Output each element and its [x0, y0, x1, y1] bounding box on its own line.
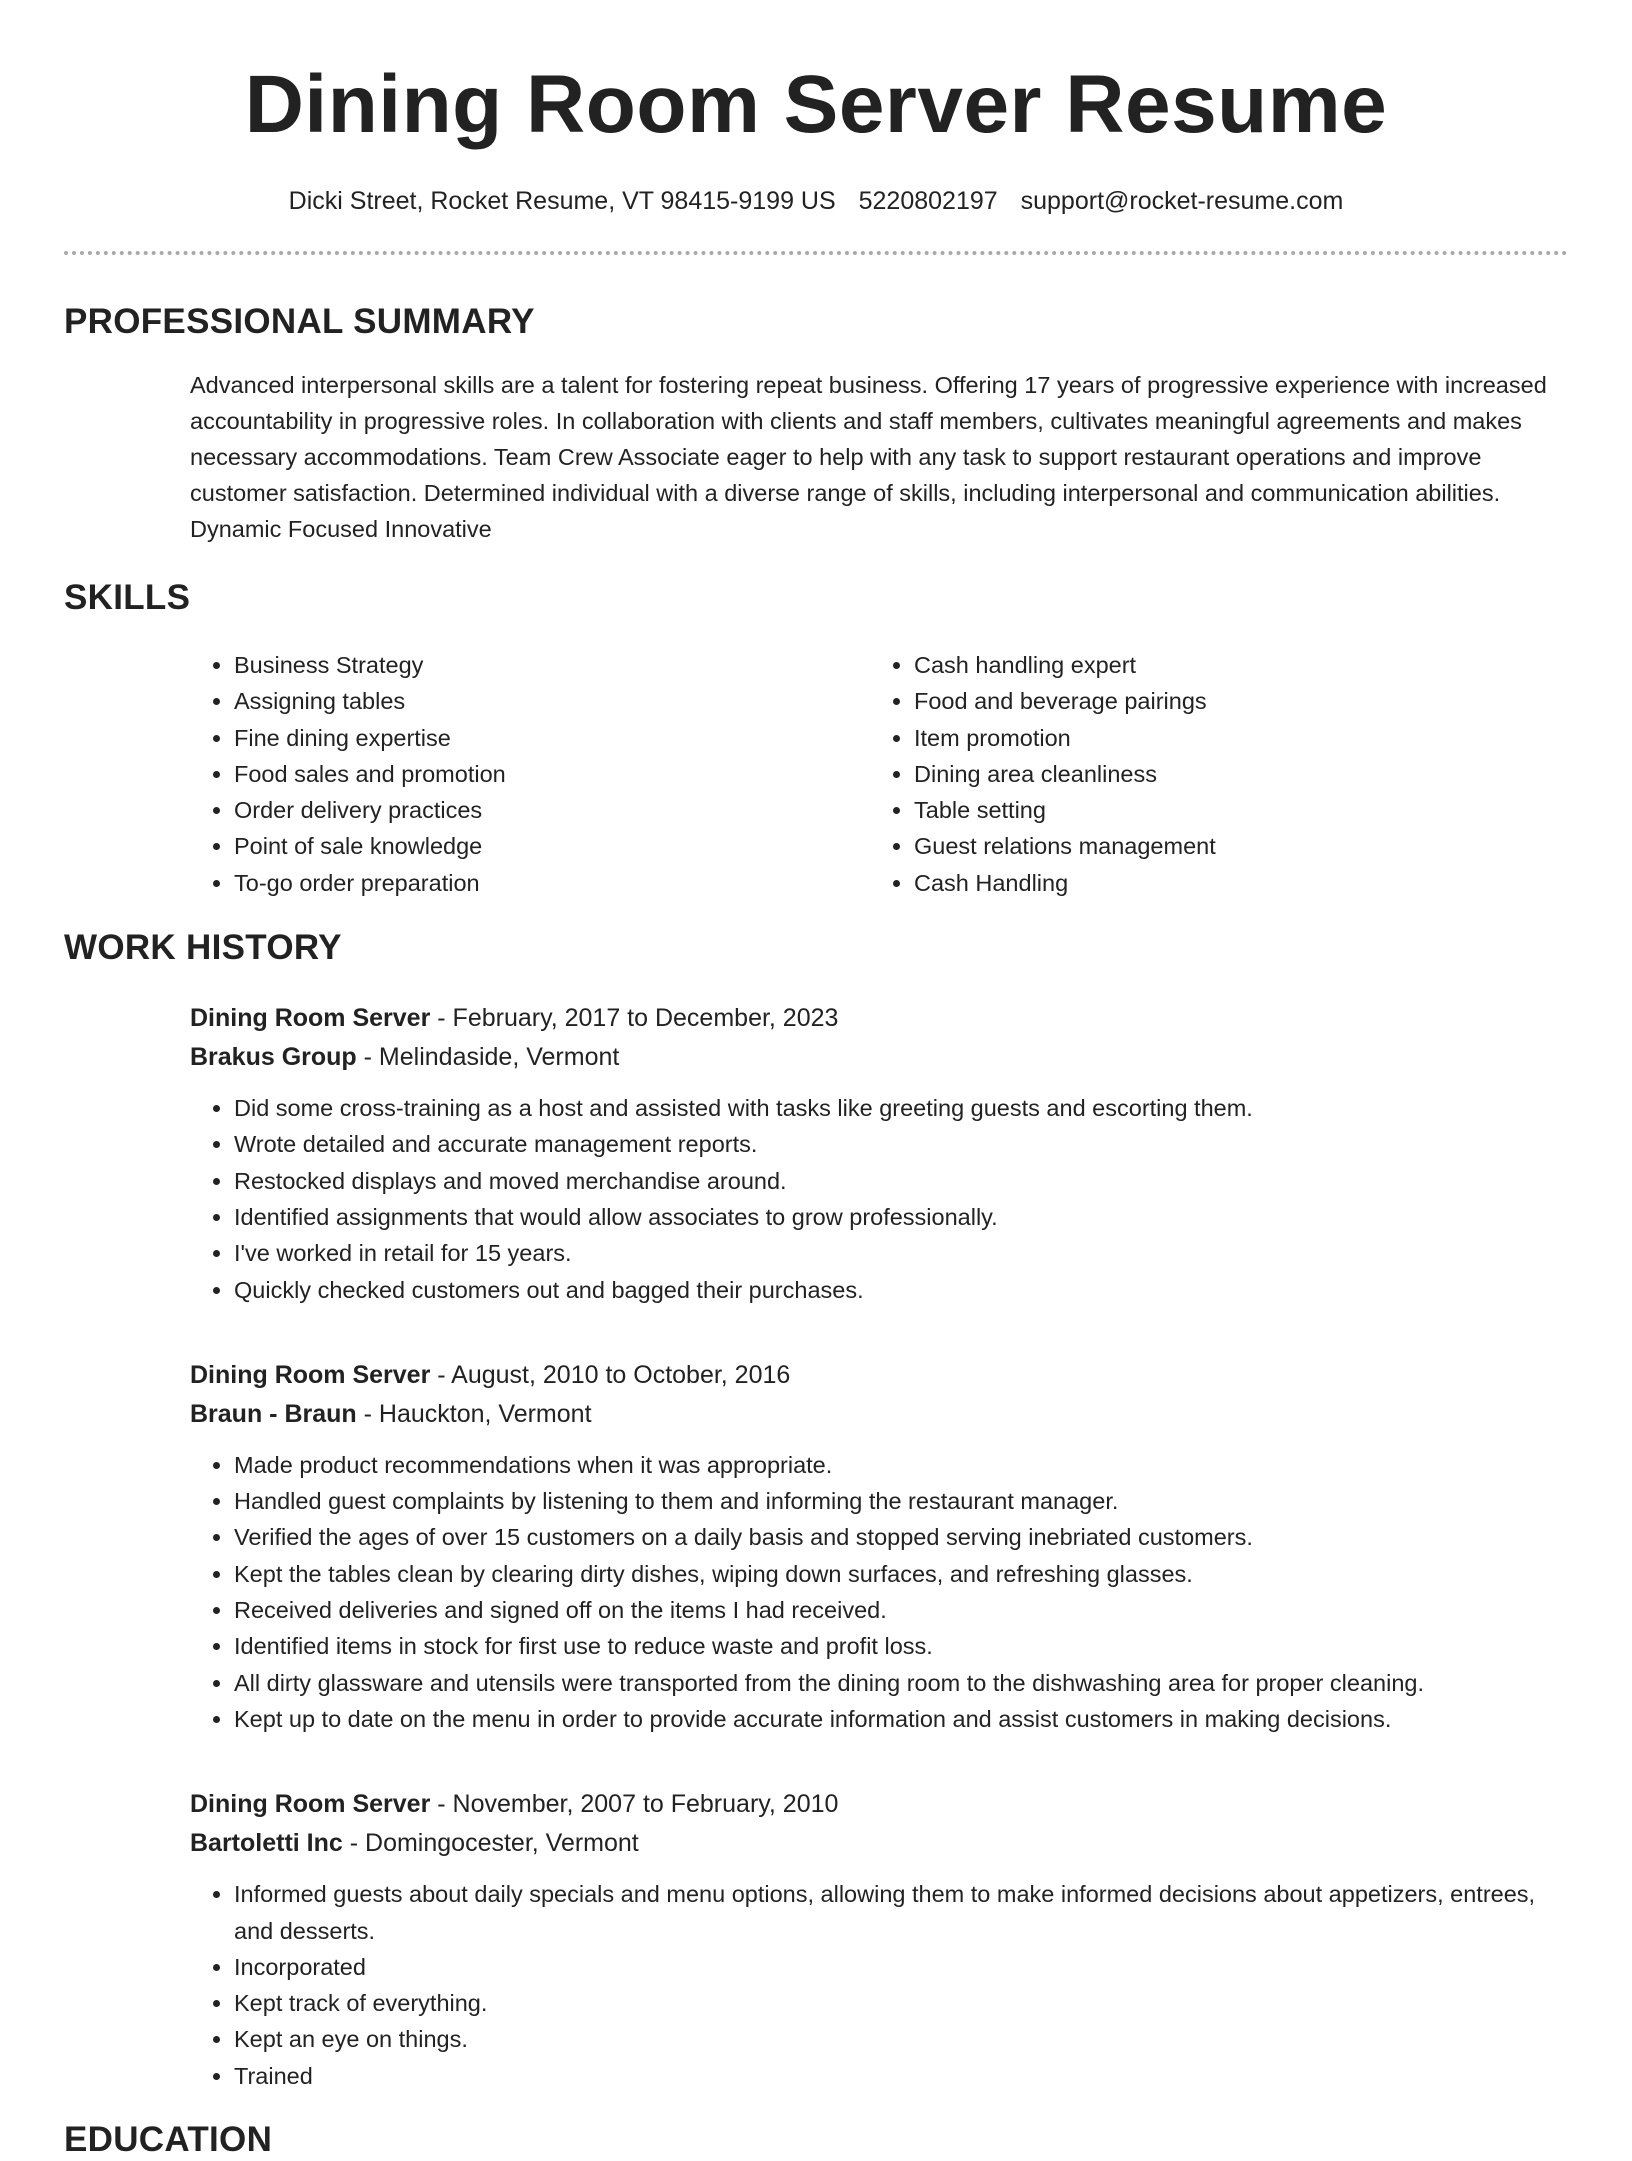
job-role: Dining Room Server: [190, 1790, 431, 1819]
contact-phone: 5220802197: [858, 187, 998, 215]
job-location: - Melindaside, Vermont: [356, 1043, 620, 1072]
job-role-line: [190, 1785, 1568, 1824]
job-dates: - November, 2007 to February, 2010: [430, 1790, 839, 1819]
job-duties: [190, 1447, 1568, 1737]
skill-item: • Dining area cleanliness: [914, 756, 1550, 792]
summary-heading: PROFESSIONAL SUMMARY: [64, 302, 535, 341]
duty-item: • Kept up to date on the menu in order to provide accurate information and assist customers in making decisions.: [234, 1701, 1568, 1737]
job-role-line: [190, 1356, 1568, 1395]
education-heading: EDUCATION: [64, 2120, 273, 2160]
job-duties: [190, 1876, 1568, 2094]
duty-item: • Identified assignments that would allow associates to grow professionally.: [234, 1199, 1568, 1235]
skills-list-right: [870, 647, 1550, 901]
duty-item: • All dirty glassware and utensils were transported from the dining room to the dishwashing area for proper cleaning.: [234, 1665, 1568, 1701]
contact-line: [64, 186, 1568, 216]
skill-item: • Point of sale knowledge: [234, 828, 870, 864]
duty-item: • Verified the ages of over 15 customers on a daily basis and stopped serving inebriated customers.: [234, 1519, 1568, 1555]
job-location: - Hauckton, Vermont: [356, 1399, 592, 1428]
skills-list-left: [190, 647, 870, 901]
job-company: Brakus Group: [190, 1043, 357, 1072]
job-dates: - August, 2010 to October, 2016: [430, 1360, 791, 1389]
duty-item: • Did some cross-training as a host and assisted with tasks like greeting guests and escorting them.: [234, 1090, 1568, 1126]
skill-item: • Order delivery practices: [234, 792, 870, 828]
skill-item: • Food and beverage pairings: [914, 683, 1550, 719]
duty-item: • Made product recommendations when it was appropriate.: [234, 1447, 1568, 1483]
job-role: Dining Room Server: [190, 1360, 431, 1389]
skill-item: • Fine dining expertise: [234, 720, 870, 756]
skill-item: • Item promotion: [914, 720, 1550, 756]
skill-item: • Table setting: [914, 792, 1550, 828]
summary-text: Advanced interpersonal skills are a talent for fostering repeat business. Offering 17 years of progressive experience with increased accountability in progressive roles. In collaboration with clients and staff members, cultivates meaningful agreements and makes necessary accommodations. Team Crew Associate eager to help with any task to support restaurant operations and improve customer satisfaction. Determined individual with a diverse range of skills, including interpersonal and communication abilities. Dynamic Focused Innovative: [190, 372, 1547, 542]
duty-item: • Restocked displays and moved merchandise around.: [234, 1163, 1568, 1199]
skill-item: • Business Strategy: [234, 647, 870, 683]
duty-item: • Informed guests about daily specials and menu options, allowing them to make informed decisions about appetizers, entrees, and desserts.: [234, 1876, 1568, 1949]
skill-item: • Guest relations management: [914, 828, 1550, 864]
skills-heading: SKILLS: [64, 578, 191, 617]
duty-item: • Incorporated: [234, 1949, 1568, 1985]
job-entry: [190, 999, 1568, 1308]
duty-item: • Quickly checked customers out and bagged their purchases.: [234, 1272, 1568, 1308]
summary-section: [64, 301, 1568, 547]
duty-item: • Kept an eye on things.: [234, 2021, 1568, 2057]
job-entry: [190, 1356, 1568, 1737]
education-section: [64, 2119, 1568, 2161]
job-location: - Domingocester, Vermont: [342, 1829, 639, 1858]
contact-address: Dicki Street, Rocket Resume, VT 98415-9199 US: [288, 187, 836, 215]
job-entry: [190, 1785, 1568, 2094]
work-history-section: [64, 927, 1568, 2094]
contact-email: support@rocket-resume.com: [1020, 187, 1344, 215]
skill-item: • Food sales and promotion: [234, 756, 870, 792]
duty-item: • Kept track of everything.: [234, 1985, 1568, 2021]
duty-item: • Handled guest complaints by listening to them and informing the restaurant manager.: [234, 1483, 1568, 1519]
job-role-line: [190, 999, 1568, 1038]
skill-item: • Assigning tables: [234, 683, 870, 719]
job-duties: [190, 1090, 1568, 1308]
duty-item: • Wrote detailed and accurate management reports.: [234, 1126, 1568, 1162]
job-company: Braun - Braun: [190, 1399, 357, 1428]
skill-item: • Cash Handling: [914, 865, 1550, 901]
skill-item: • To-go order preparation: [234, 865, 870, 901]
duty-item: • Received deliveries and signed off on the items I had received.: [234, 1592, 1568, 1628]
skills-columns: [190, 647, 1568, 901]
skills-section: [64, 577, 1568, 901]
job-company-line: [190, 1038, 1568, 1077]
resume-page: [64, 0, 1568, 2161]
resume-title: Dining Room Server Resume: [244, 59, 1388, 150]
duty-item: • I've worked in retail for 15 years.: [234, 1235, 1568, 1271]
work-history-heading: WORK HISTORY: [64, 928, 342, 968]
skill-item: • Cash handling expert: [914, 647, 1550, 683]
job-company-line: [190, 1824, 1568, 1863]
job-company: Bartoletti Inc: [190, 1829, 343, 1858]
job-dates: - February, 2017 to December, 2023: [430, 1004, 839, 1033]
duty-item: • Kept the tables clean by clearing dirty dishes, wiping down surfaces, and refreshing glasses.: [234, 1556, 1568, 1592]
duty-item: • Identified items in stock for first use to reduce waste and profit loss.: [234, 1628, 1568, 1664]
duty-item: • Trained: [234, 2058, 1568, 2094]
job-role: Dining Room Server: [190, 1004, 431, 1033]
header-divider: [64, 251, 1568, 255]
job-company-line: [190, 1395, 1568, 1434]
